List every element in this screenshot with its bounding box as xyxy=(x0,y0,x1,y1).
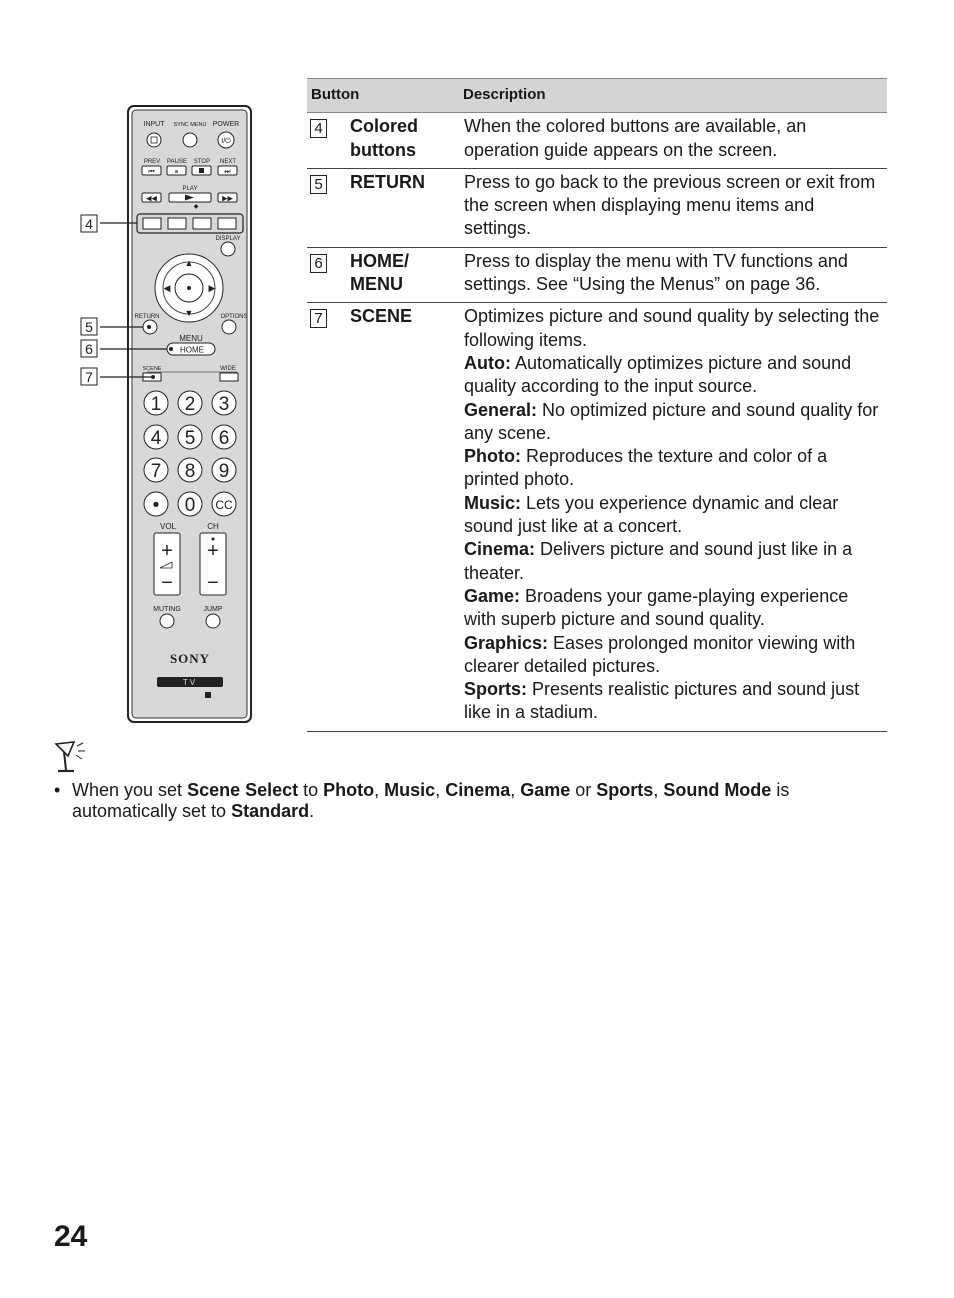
option-text: Lets you experience dynamic and clear sound just like at a concert. xyxy=(464,492,839,537)
remote-play-label: PLAY xyxy=(182,186,198,192)
power-icon: I/⏻ xyxy=(221,138,231,145)
tip-text-run: , xyxy=(435,780,446,800)
ch-plus-icon: + xyxy=(207,540,219,562)
callout-7-label: 7 xyxy=(85,369,93,385)
row-description xyxy=(457,303,887,731)
scene-option xyxy=(464,399,883,446)
row-description: Press to go back to the previous screen or exit from the screen when displaying menu items and settings. xyxy=(457,168,887,247)
remote-wide-button xyxy=(220,373,238,381)
arrow-right-icon: ▶ xyxy=(208,283,216,293)
remote-digit-label: • xyxy=(152,495,160,516)
tip-bold-term: Standard xyxy=(231,801,310,821)
remote-sensor xyxy=(205,692,211,698)
option-term: Game: xyxy=(464,585,521,606)
remote-sync-menu-button xyxy=(183,133,197,147)
remote-display-label: DISPLAY xyxy=(215,236,241,242)
remote-digit-label: 5 xyxy=(184,428,196,449)
arrow-up-icon: ▲ xyxy=(184,258,194,268)
header-description: Description xyxy=(457,79,887,113)
row-button-name: SCENE xyxy=(344,303,457,731)
tip-text-run: or xyxy=(570,780,597,800)
fastforward-icon: ▶▶ xyxy=(222,195,233,203)
callout-4-label: 4 xyxy=(85,216,93,232)
remote-red-button xyxy=(143,218,161,229)
remote-ch-label: CH xyxy=(207,522,219,531)
header-button: Button xyxy=(307,79,457,113)
remote-jump-button xyxy=(206,614,220,628)
option-text: Presents realistic pictures and sound just like in a stadium. xyxy=(464,679,860,723)
option-text: Delivers picture and sound just like in a theater. xyxy=(464,539,853,583)
remote-scene-label: SCENE xyxy=(142,366,162,372)
remote-tv-label: TV xyxy=(182,678,198,687)
option-term: Photo: xyxy=(464,446,521,467)
tip-text-run: , xyxy=(374,780,385,800)
remote-menu-label: MENU xyxy=(179,334,203,343)
remote-digit-label: 3 xyxy=(218,394,230,415)
callout-5-label: 5 xyxy=(85,319,93,335)
tip-text-run: . xyxy=(309,801,315,821)
remote-vol-label: VOL xyxy=(159,522,177,531)
remote-digit-label: 4 xyxy=(150,428,162,449)
remote-pause-label: PAUSE xyxy=(167,159,187,165)
option-term: Cinema: xyxy=(464,539,536,560)
row-number: 6 xyxy=(310,254,327,273)
remote-illustration xyxy=(75,100,265,730)
tip-bullet: • xyxy=(54,780,61,800)
tip-bold-term: Sports xyxy=(596,780,654,800)
row-number: 7 xyxy=(310,309,327,328)
row-button-name: HOME/ MENU xyxy=(344,247,457,303)
callout-7 xyxy=(81,368,97,385)
option-term: Auto: xyxy=(464,352,511,373)
remote-muting-label: MUTING xyxy=(153,606,181,613)
pause-icon: ⏸ xyxy=(174,168,179,176)
remote-digit-label: 0 xyxy=(184,495,196,516)
row-number: 4 xyxy=(310,119,327,138)
tip-bold-term: Scene Select xyxy=(187,780,299,800)
option-text: Broadens your game-playing experience with superb picture and sound quality. xyxy=(464,585,849,630)
page-number: 24 xyxy=(54,1220,88,1253)
remote-digit-label: 1 xyxy=(150,394,162,415)
table-row xyxy=(307,113,887,169)
scene-option xyxy=(464,585,883,632)
table-row xyxy=(307,303,887,731)
remote-digit-label: 7 xyxy=(150,461,162,482)
tip-bold-term: Cinema xyxy=(445,780,511,800)
tip-note xyxy=(54,780,854,822)
scene-option xyxy=(464,632,883,679)
tip-text-run: When you set xyxy=(72,780,188,800)
remote-digit-label: 8 xyxy=(184,461,196,482)
tip-lamp-icon xyxy=(52,740,92,776)
scene-intro: Optimizes picture and sound quality by selecting the following items. xyxy=(464,306,880,350)
scene-option xyxy=(464,538,883,585)
prev-icon: ⏮ xyxy=(148,168,155,176)
row-button-name: Colored buttons xyxy=(344,113,457,169)
arrow-left-icon: ◀ xyxy=(163,283,171,293)
option-text: No optimized picture and sound quality for any scene. xyxy=(464,399,879,443)
remote-muting-button xyxy=(160,614,174,628)
remote-digit-label: 2 xyxy=(184,394,196,415)
option-text: Eases prolonged monitor viewing with clearer detailed pictures. xyxy=(464,632,856,676)
remote-digit-label: 9 xyxy=(218,461,230,482)
option-term: Sports: xyxy=(464,679,527,700)
remote-cc-label: CC xyxy=(215,498,233,512)
callout-4 xyxy=(81,215,97,232)
remote-home-label: HOME xyxy=(180,345,204,355)
table-row xyxy=(307,168,887,247)
stop-icon xyxy=(199,168,204,173)
tip-text-run: to xyxy=(298,780,324,800)
ch-minus-icon: − xyxy=(207,572,219,594)
remote-drawing xyxy=(75,100,265,730)
remote-input-button xyxy=(147,133,161,147)
remote-prev-label: PREV xyxy=(143,159,161,165)
remote-options-label: OPTIONS xyxy=(220,314,248,320)
callout-6 xyxy=(81,340,97,357)
table-header-row xyxy=(307,79,887,113)
remote-power-label: POWER xyxy=(212,121,240,128)
scene-option xyxy=(464,445,883,492)
remote-wide-label: WIDE xyxy=(220,366,236,372)
button-description-table xyxy=(307,78,887,732)
row-description: When the colored buttons are available, an operation guide appears on the screen. xyxy=(457,113,887,169)
tip-text xyxy=(72,780,854,822)
remote-digit-label: 6 xyxy=(218,428,230,449)
tip-text-run: , xyxy=(653,780,664,800)
remote-stop-label: STOP xyxy=(193,159,211,165)
tip-bold-term: Game xyxy=(520,780,571,800)
remote-options-button xyxy=(222,320,236,334)
row-description: Press to display the menu with TV functions and settings. See “Using the Menus” on page 36. xyxy=(457,247,887,303)
row-number: 5 xyxy=(310,175,327,194)
remote-jump-label: JUMP xyxy=(203,606,223,613)
tip-bold-term: Sound Mode xyxy=(663,780,772,800)
option-text: Reproduces the texture and color of a printed photo. xyxy=(464,446,828,490)
scene-option xyxy=(464,352,883,399)
remote-sync-menu-label: SYNC MENU xyxy=(173,122,207,128)
remote-yellow-button xyxy=(193,218,211,229)
scene-option xyxy=(464,492,883,539)
tip-text-run: is automatically set to xyxy=(72,780,790,821)
option-term: General: xyxy=(464,399,538,420)
arrow-down-icon: ▼ xyxy=(184,308,194,318)
vol-minus-icon: − xyxy=(161,572,173,594)
vol-plus-icon: + xyxy=(161,540,173,562)
table-row xyxy=(307,247,887,303)
remote-green-button xyxy=(168,218,186,229)
tip-text-run: , xyxy=(510,780,521,800)
remote-blue-button xyxy=(218,218,236,229)
next-icon: ⏭ xyxy=(224,168,231,176)
rewind-icon: ◀◀ xyxy=(146,195,157,203)
option-text: Automatically optimizes picture and sound quality according to the input source. xyxy=(464,352,852,397)
remote-next-label: NEXT xyxy=(219,159,237,165)
option-term: Music: xyxy=(464,492,522,513)
callout-5 xyxy=(81,318,97,335)
tip-bold-term: Music xyxy=(384,780,436,800)
remote-input-label: INPUT xyxy=(143,121,165,128)
remote-brand-logo: SONY xyxy=(169,651,211,666)
tip-bold-term: Photo xyxy=(323,780,375,800)
option-term: Graphics: xyxy=(464,632,549,653)
svg-text:◆: ◆ xyxy=(193,204,199,210)
remote-return-label: RETURN xyxy=(134,314,160,320)
callout-6-label: 6 xyxy=(85,341,93,357)
scene-option xyxy=(464,678,883,725)
remote-display-button xyxy=(221,242,235,256)
row-button-name: RETURN xyxy=(344,168,457,247)
